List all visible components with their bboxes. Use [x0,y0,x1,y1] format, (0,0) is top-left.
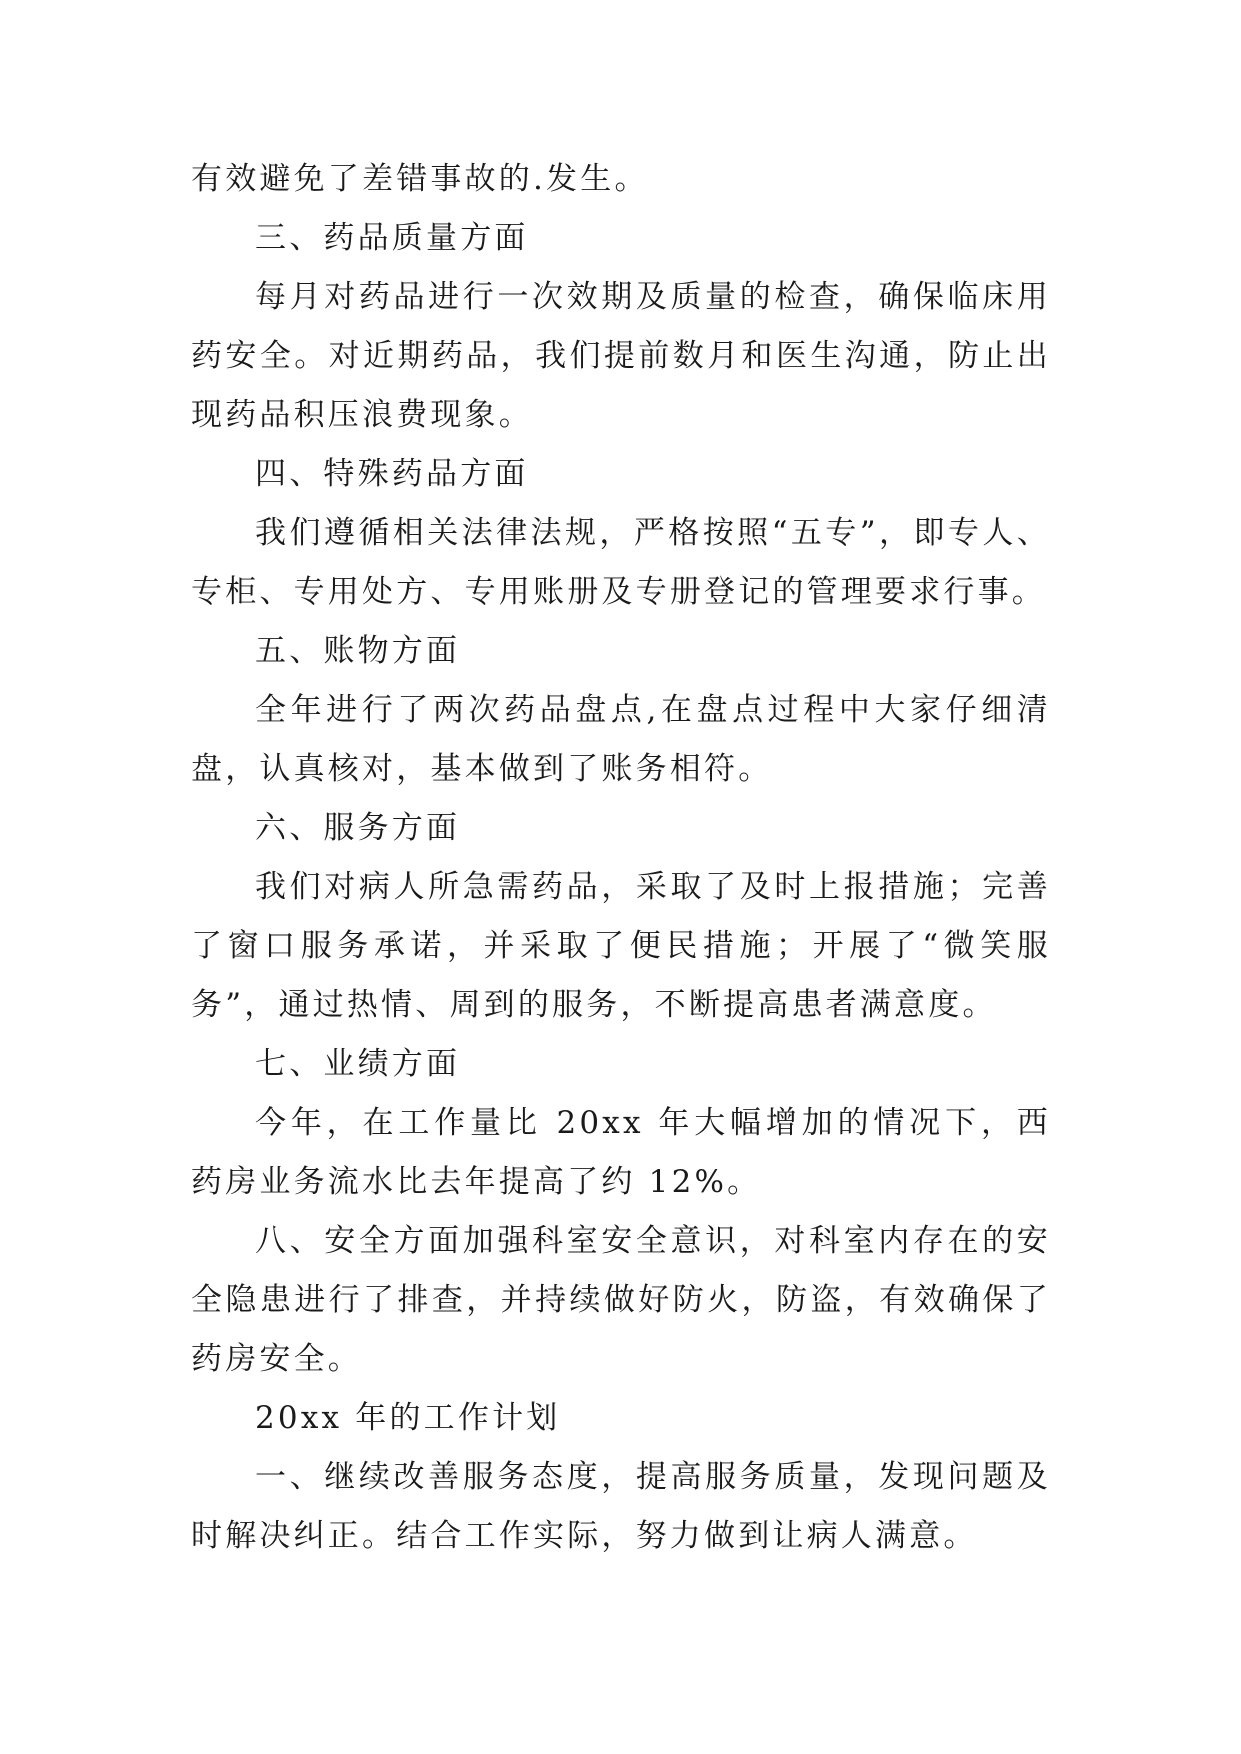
paragraph-performance: 今年，在工作量比 20xx 年大幅增加的情况下，西药房业务流水比去年提高了约 12%。 [191,1105,1051,1200]
paragraph-drug-quality: 每月对药品进行一次效期及质量的检查，确保临床用药安全。对近期药品，我们提前数月和医生沟通，防止出现药品积压浪费现象。 [191,279,1051,433]
section-heading-accounts: 五、账物方面 [255,633,461,669]
paragraph-accounts: 全年进行了两次药品盘点,在盘点过程中大家仔细清盘，认真核对，基本做到了账务相符。 [191,692,1051,787]
section-heading-work-plan: 20xx 年的工作计划 [255,1400,561,1436]
paragraph-service: 我们对病人所急需药品，采取了及时上报措施；完善了窗口服务承诺，并采取了便民措施；开展了“微笑服务”，通过热情、周到的服务，不断提高患者满意度。 [191,869,1051,1023]
section-heading-special-drugs: 四、特殊药品方面 [255,456,529,492]
document-body [191,150,1051,1566]
section-heading-service: 六、服务方面 [255,810,461,846]
paragraph-continuation: 有效避免了差错事故的.发生。 [191,161,649,197]
paragraph-safety: 八、安全方面加强科室安全意识，对科室内存在的安全隐患进行了排查，并持续做好防火，防盗，有效确保了药房安全。 [191,1223,1051,1377]
section-heading-drug-quality: 三、药品质量方面 [255,220,529,256]
paragraph-work-plan-1: 一、继续改善服务态度，提高服务质量，发现问题及时解决纠正。结合工作实际，努力做到让病人满意。 [191,1459,1051,1554]
paragraph-special-drugs: 我们遵循相关法律法规，严格按照“五专”，即专人、专柜、专用处方、专用账册及专册登记的管理要求行事。 [191,515,1051,610]
section-heading-performance: 七、业绩方面 [255,1046,461,1082]
